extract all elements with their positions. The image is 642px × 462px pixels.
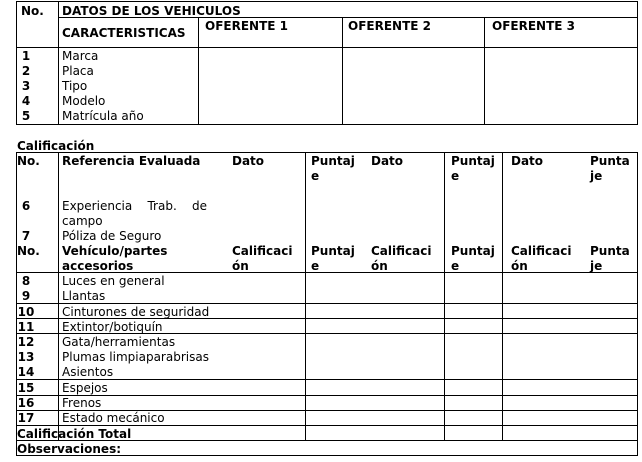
vehicle-part-label: Luces en general (62, 274, 165, 288)
oferente-1-header: OFERENTE 1 (205, 19, 288, 33)
caracteristicas-header: CARACTERISTICAS (62, 26, 186, 40)
calificacion-header-2: Calificaci (371, 244, 432, 258)
puntaje-header-2: Puntaj (451, 154, 495, 168)
observaciones-label: Observaciones: (17, 442, 122, 456)
row-number: 14 (17, 365, 35, 379)
row-number: 2 (21, 64, 31, 78)
puntaje-header-2-cont: e (451, 259, 460, 273)
puntaje-header-3: Punta (590, 244, 630, 258)
row-number: 1 (21, 49, 31, 63)
vehicle-item-label: Placa (62, 64, 94, 78)
rule (16, 425, 638, 426)
puntaje-header-2: Puntaj (451, 244, 495, 258)
rule (484, 17, 485, 124)
rule (16, 395, 638, 396)
vehicle-part-label: Cinturones de seguridad (62, 305, 210, 319)
section2-no: No. (17, 154, 40, 168)
calificacion-header-3: Calificaci (511, 244, 572, 258)
calificacion-title: Calificación (17, 139, 95, 153)
rule (16, 303, 638, 304)
row-number: 3 (21, 79, 31, 93)
vehicle-part-label: Asientos (62, 365, 114, 379)
puntaje-header-1: Puntaj (311, 244, 355, 258)
puntaje-header-1-cont: e (311, 259, 320, 273)
rule (58, 152, 59, 440)
rule (637, 152, 638, 455)
row-number: 17 (17, 411, 35, 425)
vehicle-part-label: Extintor/botiquín (62, 320, 163, 334)
row-number: 5 (21, 109, 31, 123)
row-number: 4 (21, 94, 31, 108)
calificacion-header-3-cont: ón (511, 259, 528, 273)
vehicle-part-label: Llantas (62, 289, 106, 303)
referencia-header: Referencia Evaluada (62, 154, 201, 168)
puntaje-header-3-cont: je (590, 259, 603, 273)
vehicle-part-label: Espejos (62, 381, 108, 395)
referencia-item: Póliza de Seguro (62, 229, 162, 243)
vehicle-item-label: Matrícula año (62, 109, 144, 123)
dato-header-1: Dato (232, 154, 265, 168)
rule (198, 17, 199, 124)
datos-title: DATOS DE LOS VEHICULOS (62, 4, 241, 18)
calificacion-header-1-cont: ón (232, 259, 249, 273)
row-number: 12 (17, 335, 35, 349)
row-number: 10 (17, 305, 35, 319)
vehicle-part-label: Frenos (62, 396, 102, 410)
calificacion-header-2-cont: ón (371, 259, 388, 273)
row-number: 9 (21, 289, 31, 303)
vehiculo-partes-header: Vehículo/partes (62, 244, 168, 258)
vehicle-item-label: Marca (62, 49, 99, 63)
puntaje-header-1: Puntaj (311, 154, 355, 168)
oferente-3-header: OFERENTE 3 (492, 19, 575, 33)
row-number: 16 (17, 396, 35, 410)
rule (16, 152, 638, 153)
header-no: No. (21, 4, 44, 18)
vehicle-part-label: Gata/herramientas (62, 335, 176, 349)
vehicle-part-label: Estado mecánico (62, 411, 165, 425)
oferente-2-header: OFERENTE 2 (348, 19, 431, 33)
calificacion-total-label: Calificación Total (17, 427, 132, 441)
row-number: 8 (21, 274, 31, 288)
vehicle-item-label: Tipo (62, 79, 88, 93)
rule (16, 1, 638, 2)
puntaje-header-3-cont: je (590, 169, 603, 183)
referencia-item: Experiencia Trab. de (62, 199, 208, 213)
rule (305, 152, 306, 440)
row-number: 7 (21, 229, 31, 243)
vehiculo-partes-header-cont: accesorios (62, 259, 134, 273)
dato-header-2: Dato (371, 154, 404, 168)
vehicle-item-label: Modelo (62, 94, 106, 108)
referencia-item-cont: campo (62, 214, 103, 228)
rule (16, 379, 638, 380)
rule (16, 124, 638, 125)
vehicle-part-label: Plumas limpiaparabrisas (62, 350, 209, 364)
rule (342, 17, 343, 124)
rule (58, 1, 59, 124)
row-number: 13 (17, 350, 35, 364)
rule (637, 1, 638, 124)
dato-header-3: Dato (511, 154, 544, 168)
calificacion-header-1: Calificaci (232, 244, 293, 258)
row-number: 11 (17, 320, 35, 334)
puntaje-header-1-cont: e (311, 169, 320, 183)
rule (16, 47, 638, 48)
puntaje-header-3: Punta (590, 154, 630, 168)
row-number: 15 (17, 381, 35, 395)
rule (444, 152, 445, 440)
section3-no: No. (17, 244, 40, 258)
rule (502, 152, 503, 440)
row-number: 6 (21, 199, 31, 213)
puntaje-header-2-cont: e (451, 169, 460, 183)
